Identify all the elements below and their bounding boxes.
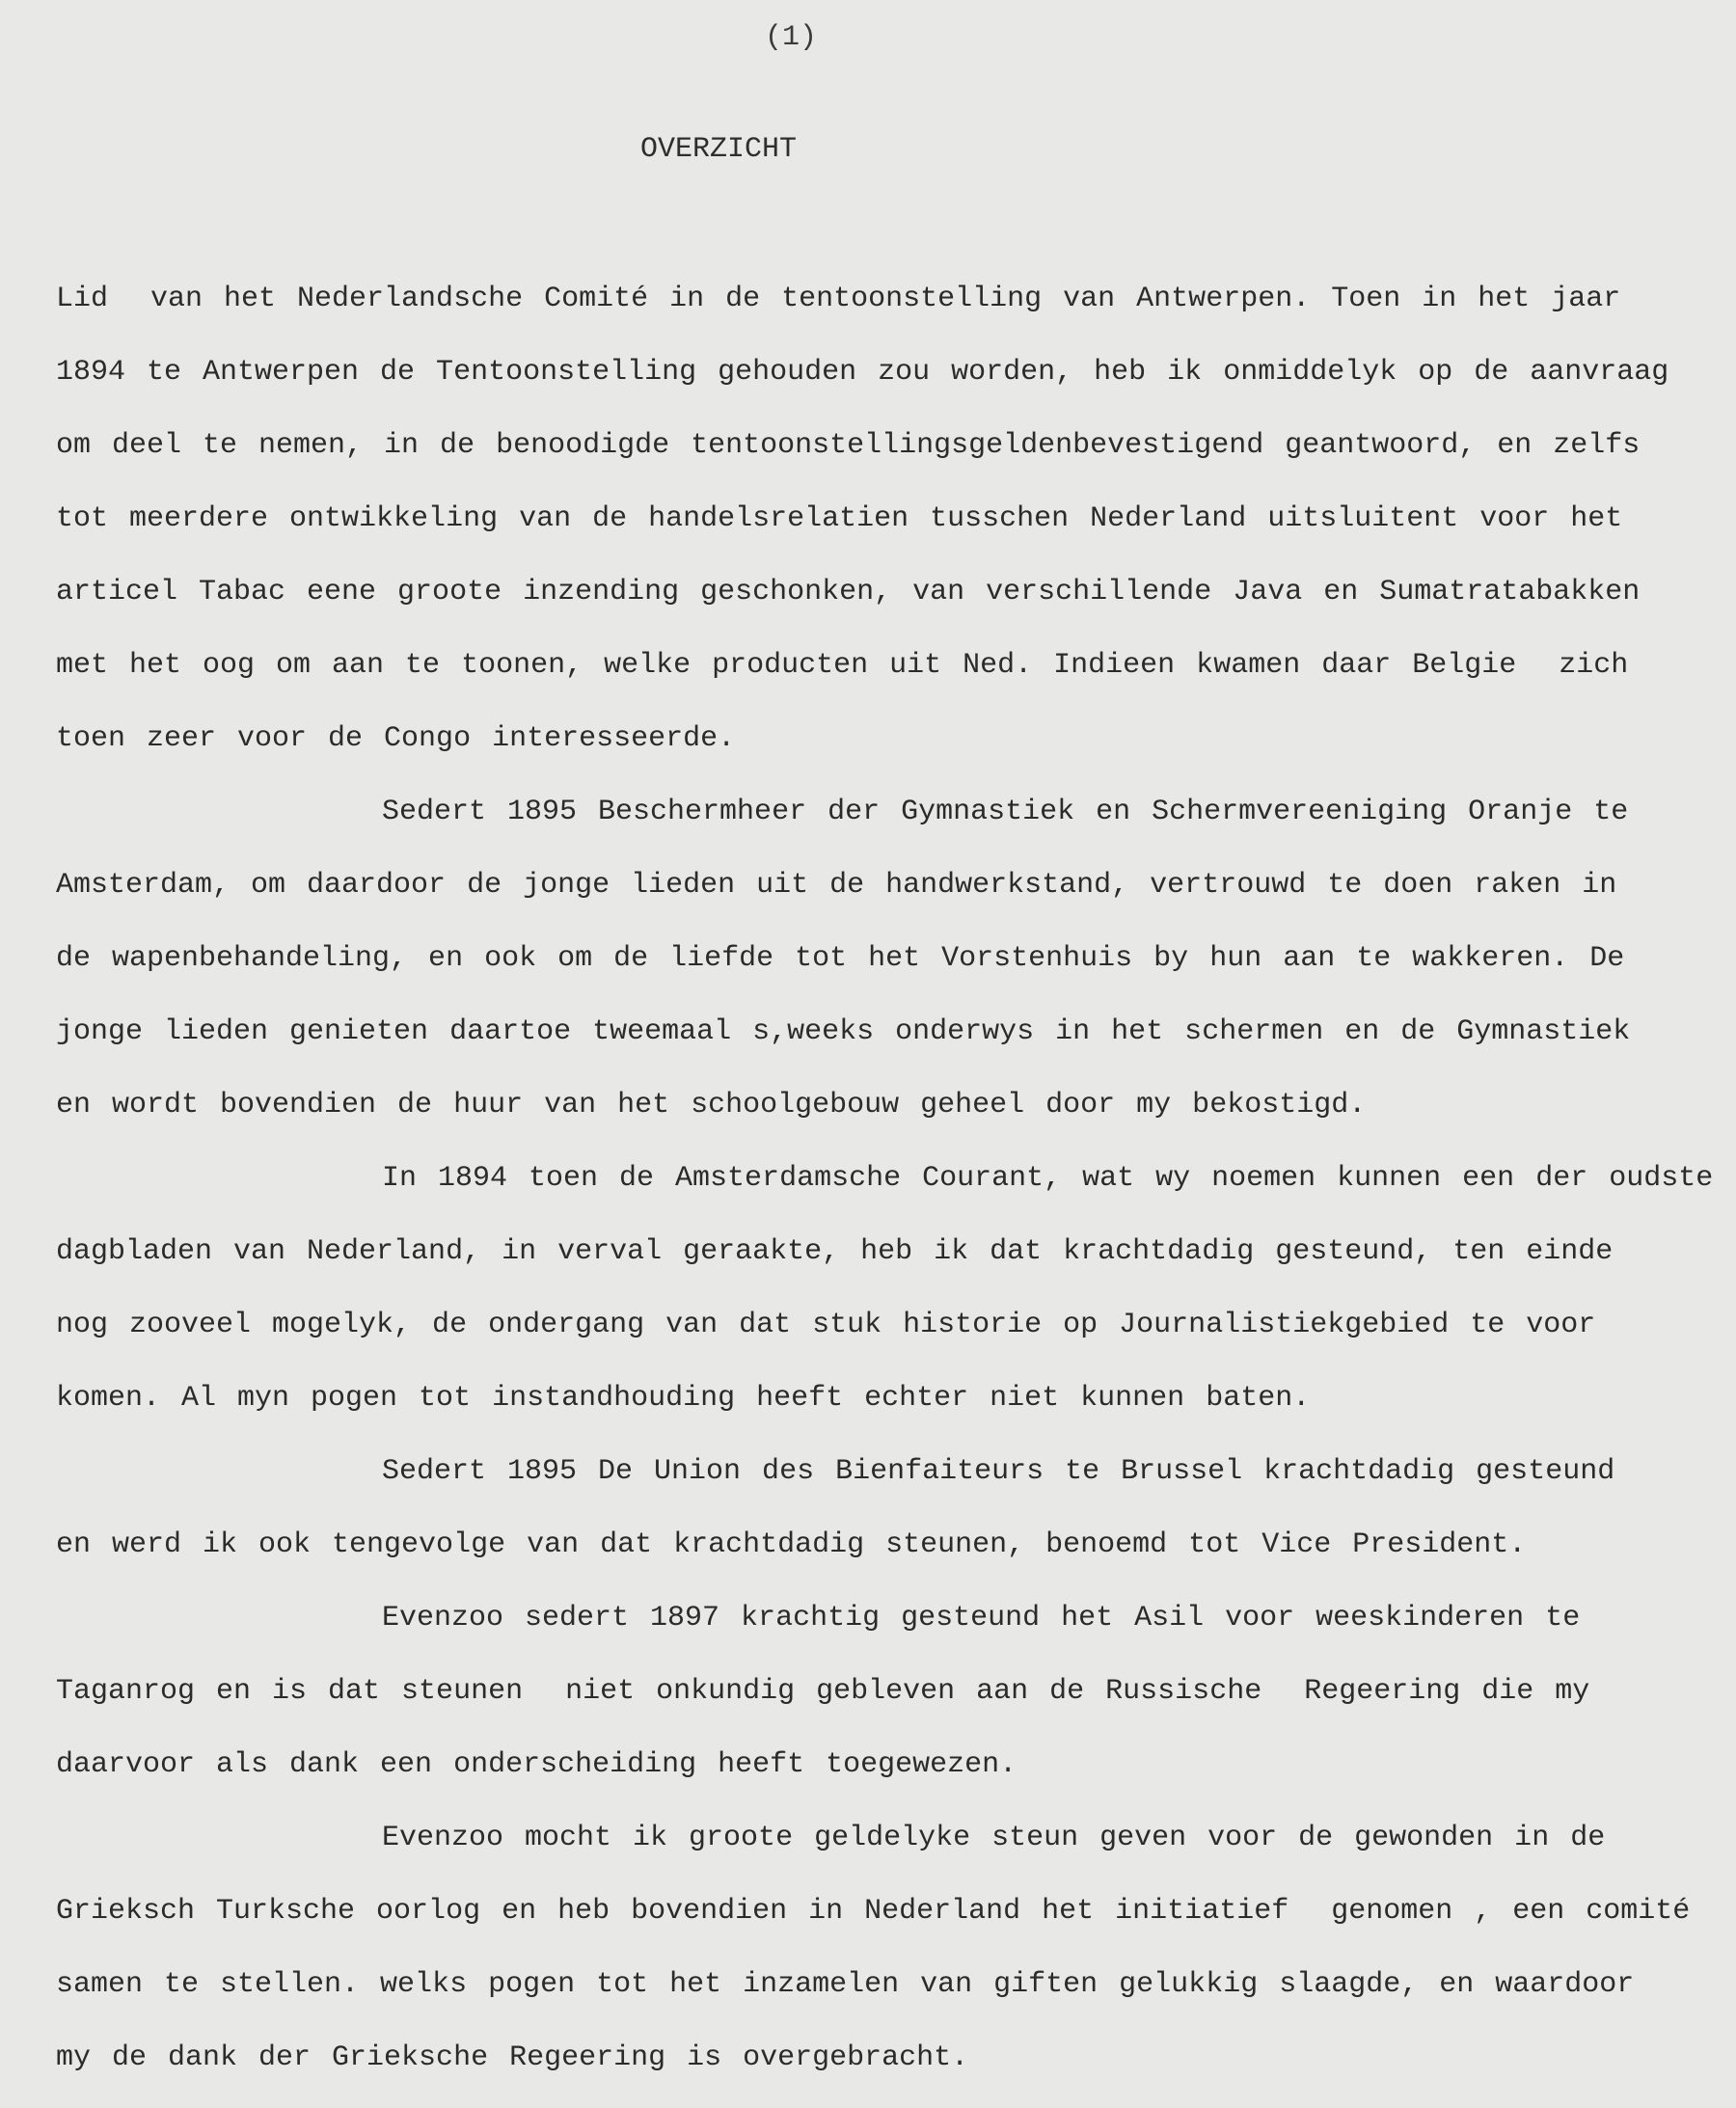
text-line: komen. Al myn pogen tot instandhouding heeft echter niet kunnen baten. <box>56 1382 1311 1415</box>
text-line: met het oog om aan te toonen, welke producten uit Ned. Indieen kwamen daar Belgie zich <box>56 649 1629 682</box>
text-line: de wapenbehandeling, en ook om de liefde tot het Vorstenhuis by hun aan te wakkeren. De <box>56 942 1625 975</box>
text-line: Taganrog en is dat steunen niet onkundig gebleven aan de Russische Regeering die my <box>56 1675 1590 1708</box>
paragraph <box>56 1142 1734 1435</box>
text-line: my de dank der Grieksche Regeering is overgebracht. <box>56 2041 969 2074</box>
text-line: In 1894 toen de Amsterdamsche Courant, wat wy noemen kunnen een der oudste <box>382 1162 1714 1195</box>
text-line: en wordt bovendien de huur van het schoolgebouw geheel door my bekostigd. <box>56 1089 1367 1122</box>
text-line: jonge lieden genieten daartoe tweemaal s,weeks onderwys in het schermen en de Gymnastiek <box>56 1015 1631 1048</box>
text-line: Evenzoo sedert 1897 krachtig gesteund het Asil voor weeskinderen te <box>382 1602 1581 1635</box>
paragraph <box>56 1435 1734 1581</box>
text-line: dagbladen van Nederland, in verval geraakte, heb ik dat krachtdadig gesteund, ten einde <box>56 1235 1614 1268</box>
text-line: toen zeer voor de Congo interesseerde. <box>56 722 736 755</box>
text-line: samen te stellen. welks pogen tot het inzamelen van giften gelukkig slaagde, en waardoor <box>56 1968 1635 2001</box>
text-line: Sedert 1895 De Union des Bienfaiteurs te Brussel krachtdadig gesteund <box>382 1455 1615 1488</box>
paragraph <box>56 262 1734 775</box>
paragraph <box>56 775 1734 1142</box>
text-line: Evenzoo mocht ik groote geldelyke steun geven voor de gewonden in de <box>382 1822 1606 1854</box>
text-line: Amsterdam, om daardoor de jonge lieden uit de handwerkstand, vertrouwd te doen raken in <box>56 869 1617 902</box>
document-title: OVERZICHT <box>639 133 798 166</box>
text-line: 1894 te Antwerpen de Tentoonstelling gehouden zou worden, heb ik onmiddelyk op de aanvraag <box>56 356 1669 389</box>
text-line: en werd ik ook tengevolge van dat krachtdadig steunen, benoemd tot Vice President. <box>56 1528 1527 1561</box>
text-line: Lid van het Nederlandsche Comité in de tentoonstelling van Antwerpen. Toen in het jaar <box>56 283 1621 315</box>
page-number: (1) <box>764 21 817 54</box>
text-line: articel Tabac eene groote inzending geschonken, van verschillende Java en Sumatratabakken <box>56 576 1641 608</box>
text-line: Sedert 1895 Beschermheer der Gymnastiek en Schermvereeniging Oranje te <box>382 796 1629 828</box>
text-line: nog zooveel mogelyk, de ondergang van dat stuk historie op Journalistiekgebied te voor <box>56 1309 1596 1341</box>
paragraph <box>56 1581 1734 1801</box>
text-line: tot meerdere ontwikkeling van de handelsrelatien tusschen Nederland uitsluitent voor het <box>56 502 1623 535</box>
text-line: om deel te nemen, in de benoodigde tentoonstellingsgeldenbevestigend geantwoord, en zelfs <box>56 429 1641 462</box>
text-line: daarvoor als dank een onderscheiding heeft toegewezen. <box>56 1748 1017 1781</box>
paragraph <box>56 1801 1734 2094</box>
document-body <box>56 262 1734 2094</box>
text-line: Grieksch Turksche oorlog en heb bovendien in Nederland het initiatief genomen , een comité <box>56 1895 1691 1928</box>
